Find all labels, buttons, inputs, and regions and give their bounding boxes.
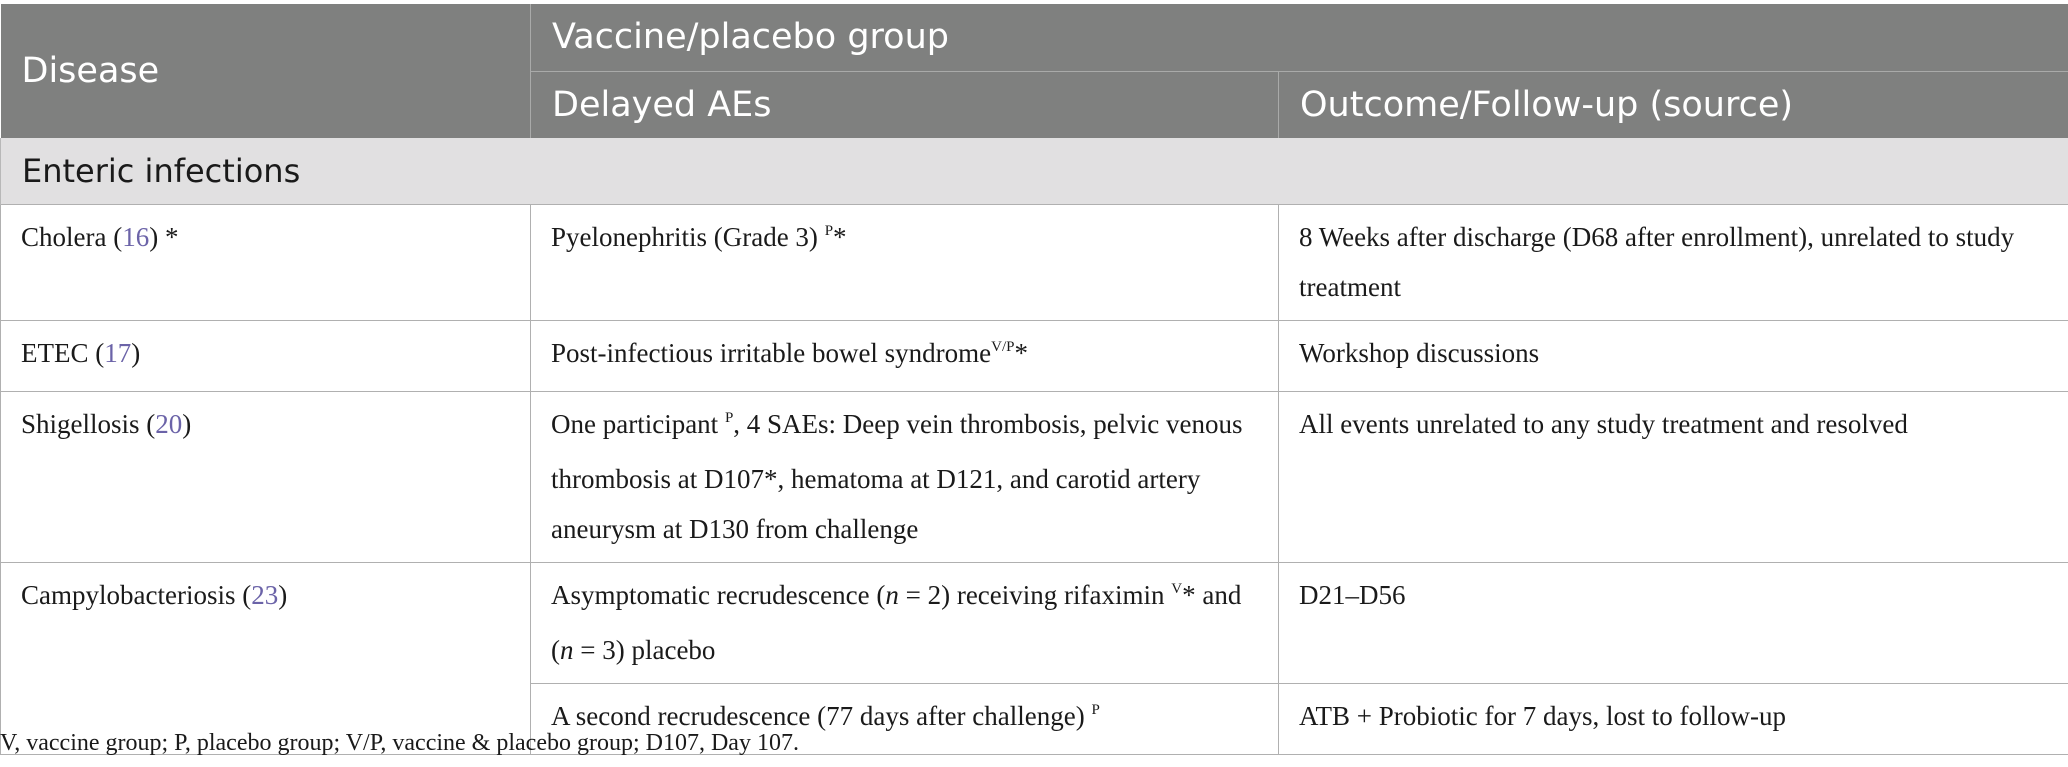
adverse-events-table: [0, 4, 2068, 755]
table-row: [1, 321, 2068, 392]
ae-text: * and (: [551, 580, 1242, 665]
ae-text: Post-infectious irritable bowel syndrome: [551, 338, 992, 368]
ae-tail: , 4 SAEs: Deep vein thrombosis, pelvic venous thrombosis at D107*, hematoma at D121, and carotid artery aneurysm at D130 from challenge: [551, 409, 1243, 544]
reference-link[interactable]: 16: [122, 222, 150, 252]
disease-cell: Shigellosis (20): [1, 392, 531, 563]
disease-cell: ETEC (17): [1, 321, 531, 392]
table-row: [1, 205, 2068, 321]
disease-name: Cholera: [21, 222, 107, 252]
group-marker: V: [1171, 581, 1183, 597]
delayed-ae-cell: [531, 321, 1279, 392]
ae-tail: *: [833, 222, 847, 252]
ae-text: Pyelonephritis (Grade 3): [551, 222, 825, 252]
table-row: [1, 563, 2068, 684]
table-row: [1, 392, 2068, 563]
outcome-cell: D21–D56: [1279, 563, 2068, 684]
group-marker: P: [1091, 702, 1100, 718]
outcome-cell: ATB + Probiotic for 7 days, lost to follow-up: [1279, 684, 2068, 755]
disease-cell: Cholera (16) *: [1, 205, 531, 321]
n-symbol: n: [885, 580, 899, 610]
section-enteric-infections: Enteric infections: [1, 138, 2068, 205]
table-footnote: V, vaccine group; P, placebo group; V/P, vaccine & placebo group; D107, Day 107.: [0, 730, 799, 756]
reference-link[interactable]: 20: [155, 409, 183, 439]
ae-tail: *: [1014, 338, 1029, 368]
reference-link[interactable]: 17: [104, 338, 132, 368]
header-vaccine-placebo-group: Vaccine/placebo group: [531, 4, 2068, 71]
group-marker: P: [824, 223, 834, 239]
ae-text: = 2) receiving rifaximin: [898, 580, 1172, 610]
ae-text: A second recrudescence (77 days after challenge): [551, 701, 1092, 731]
ae-text: = 3) placebo: [573, 635, 716, 665]
disease-name: Shigellosis: [21, 409, 140, 439]
header-outcome: Outcome/Follow-up (source): [1279, 71, 2068, 138]
group-marker: V/P: [991, 339, 1015, 355]
header-delayed-aes: Delayed AEs: [531, 71, 1279, 138]
disease-name: Campylobacteriosis: [21, 580, 236, 610]
n-symbol: n: [560, 635, 574, 665]
delayed-ae-cell: [531, 563, 1279, 684]
reference-link[interactable]: 23: [251, 580, 279, 610]
header-disease: Disease: [1, 4, 531, 138]
disease-cell: Campylobacteriosis (23): [1, 563, 531, 755]
ae-text: One participant: [551, 409, 725, 439]
ae-text: Asymptomatic recrudescence (: [551, 580, 886, 610]
outcome-cell: 8 Weeks after discharge (D68 after enrollment), unrelated to study treatment: [1279, 205, 2068, 321]
outcome-cell: Workshop discussions: [1279, 321, 2068, 392]
disease-name: ETEC: [21, 338, 89, 368]
delayed-ae-cell: [531, 392, 1279, 563]
delayed-ae-cell: [531, 205, 1279, 321]
asterisk: *: [158, 222, 179, 252]
outcome-cell: All events unrelated to any study treatment and resolved: [1279, 392, 2068, 563]
group-marker: P: [724, 410, 734, 426]
